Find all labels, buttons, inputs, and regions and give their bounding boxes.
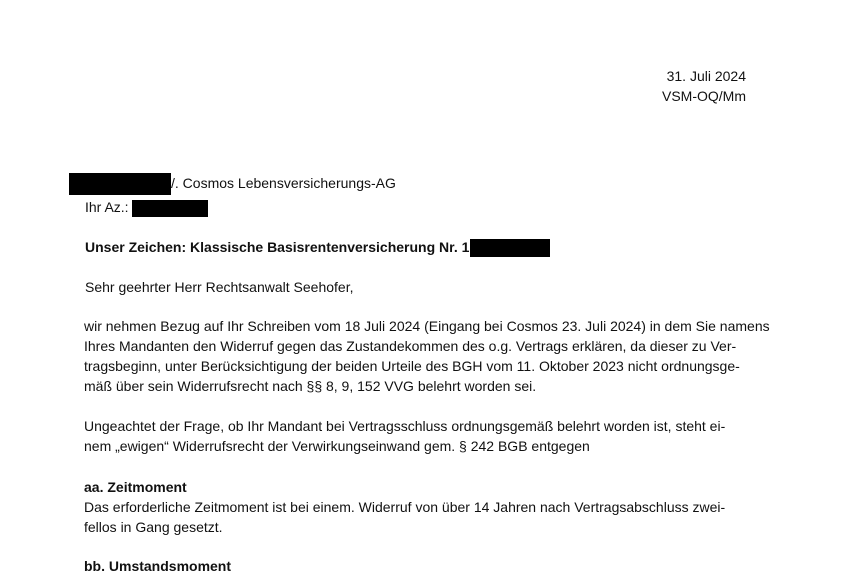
redaction-block (470, 239, 550, 257)
letter-meta (662, 66, 746, 106)
your-reference-line (85, 197, 208, 217)
text-line: mäß über sein Widerrufsrecht nach §§ 8, 9, 152 VVG belehrt worden sei. (84, 378, 537, 394)
parties-line (69, 173, 396, 195)
text-line: wir nehmen Bezug auf Ihr Schreiben vom 18 Juli 2024 (Eingang bei Cosmos 23. Juli 2024) in dem Sie namens (84, 318, 770, 334)
redaction-block (69, 173, 171, 195)
text-line: Das erforderliche Zeitmoment ist bei einem. Widerruf von über 14 Jahren nach Vertragsabschluss zwei- (84, 499, 726, 515)
text-line: fellos in Gang gesetzt. (84, 519, 223, 535)
our-reference-text: Unser Zeichen: Klassische Basisrentenversicherung Nr. 1 (85, 239, 470, 255)
section-aa (84, 477, 774, 537)
our-reference-line (85, 237, 550, 257)
letter-date: 31. Juli 2024 (666, 68, 746, 84)
section-heading: aa. Zeitmoment (84, 479, 187, 495)
paragraph-forfeiture (84, 416, 774, 456)
text-line: Ungeachtet der Frage, ob Ihr Mandant bei Vertragsschluss ordnungsgemäß belehrt worden ist, steht ei- (84, 418, 726, 434)
text-line: nem „ewigen“ Widerrufsrecht der Verwirkungseinwand gem. § 242 BGB entgegen (84, 438, 590, 454)
text-line: tragsbeginn, unter Berücksichtigung der beiden Urteile des BGH vom 11. Oktober 2023 nicht ordnungsge- (84, 358, 740, 374)
parties-text: /. Cosmos Lebensversicherungs-AG (171, 175, 396, 191)
text-line: Ihres Mandanten den Widerruf gegen das Zustandekommen des o.g. Vertrags erklären, da dieser zu Ver- (84, 338, 737, 354)
salutation: Sehr geehrter Herr Rechtsanwalt Seehofer, (85, 279, 354, 295)
paragraph-reference (84, 316, 774, 396)
your-reference-label: Ihr Az.: (85, 199, 129, 215)
letter-reference: VSM-OQ/Mm (662, 88, 746, 104)
section-bb (84, 556, 774, 576)
section-heading: bb. Umstandsmoment (84, 558, 232, 574)
redaction-block (132, 200, 208, 217)
